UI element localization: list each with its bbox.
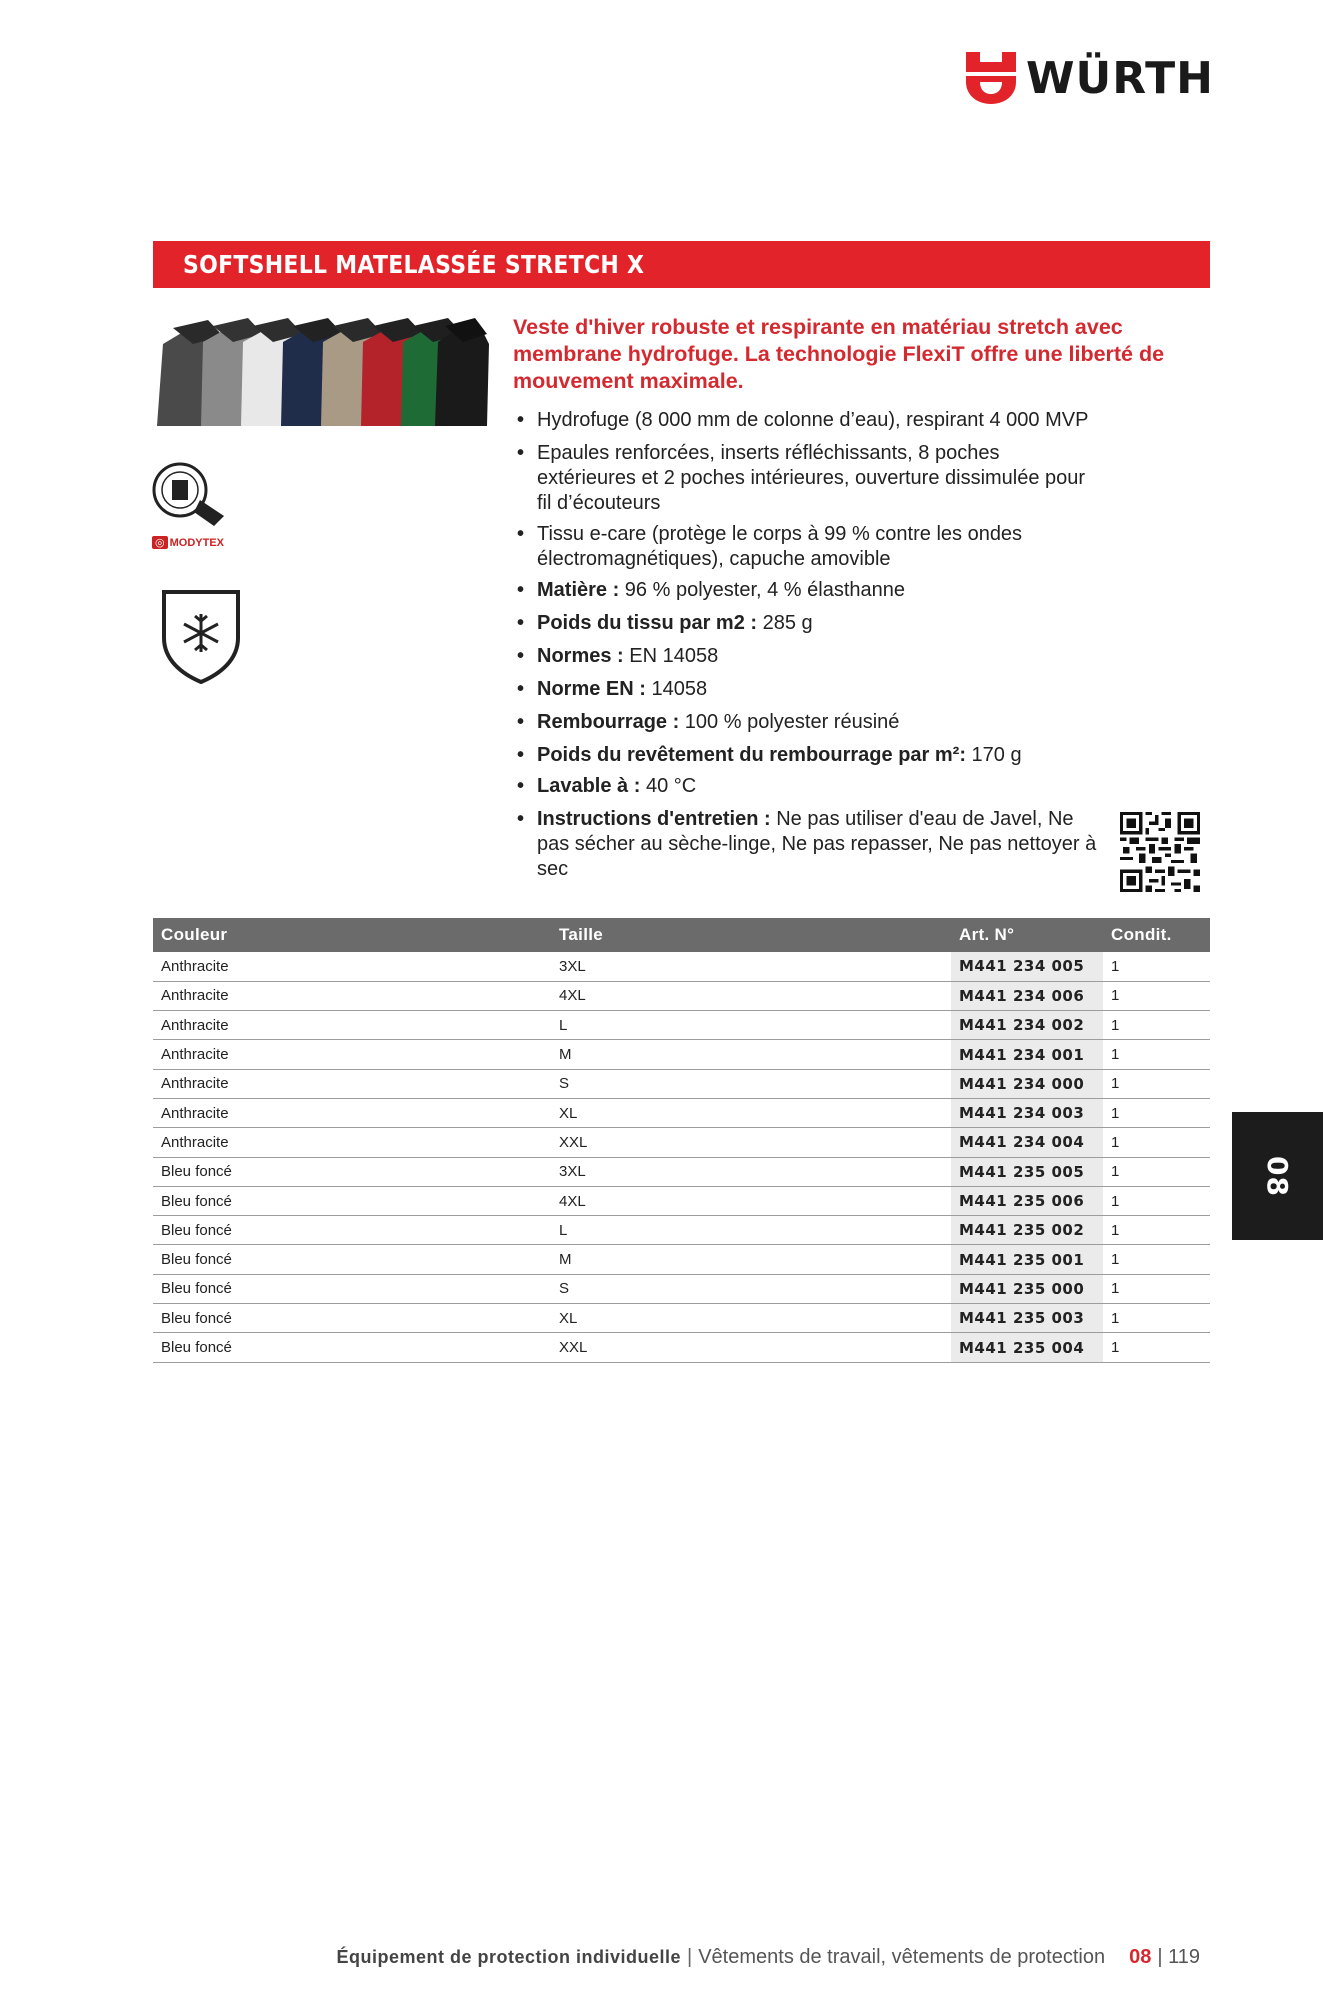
cell-condit: 1 [1103, 1098, 1210, 1127]
feature-item [517, 522, 1217, 572]
standard-certification-icon [150, 460, 230, 528]
chapter-side-tab[interactable] [1232, 1112, 1323, 1240]
cell-art-no: M441 235 005 [951, 1157, 1103, 1186]
cell-taille: S [551, 1274, 951, 1303]
table-row [153, 1098, 1210, 1127]
feature-label: Poids du revêtement du rembourrage par m²: [537, 744, 966, 766]
feature-text: Hydrofuge (8 000 mm de colonne d’eau), respirant 4 000 MVP [537, 409, 1089, 431]
header-couleur: Couleur [153, 918, 551, 952]
cell-condit: 1 [1103, 1069, 1210, 1098]
product-table [153, 918, 1210, 1363]
cell-art-no: M441 234 005 [951, 952, 1103, 981]
cell-taille: 3XL [551, 1157, 951, 1186]
feature-label: Instructions d'entretien : [537, 808, 771, 830]
table-row [153, 1128, 1210, 1157]
cell-couleur: Anthracite [153, 1011, 551, 1040]
cell-art-no: M441 234 002 [951, 1011, 1103, 1040]
feature-text: 285 g [757, 612, 813, 634]
product-title: SOFTSHELL MATELASSÉE STRETCH X [183, 250, 645, 279]
cell-art-no: M441 234 003 [951, 1098, 1103, 1127]
cell-taille: 4XL [551, 981, 951, 1010]
cell-couleur: Bleu foncé [153, 1304, 551, 1333]
feature-item [517, 710, 1217, 735]
header-art-no: Art. N° [951, 918, 1103, 952]
cell-art-no: M441 235 000 [951, 1274, 1103, 1303]
feature-label: Rembourrage : [537, 711, 680, 733]
table-row [153, 1333, 1210, 1362]
feature-text: 14058 [645, 678, 708, 700]
wurth-logo-icon [966, 52, 1016, 104]
feature-text: 40 °C [640, 775, 697, 797]
feature-item [517, 441, 1217, 516]
cell-couleur: Bleu foncé [153, 1157, 551, 1186]
cell-condit: 1 [1103, 1128, 1210, 1157]
cell-art-no: M441 234 006 [951, 981, 1103, 1010]
footer-page-number: | 119 [1157, 1946, 1200, 1968]
cell-taille: L [551, 1216, 951, 1245]
feature-list [517, 408, 1217, 890]
cell-condit: 1 [1103, 1304, 1210, 1333]
cell-couleur: Anthracite [153, 1040, 551, 1069]
cell-couleur: Bleu foncé [153, 1186, 551, 1215]
footer-separator: | [687, 1946, 693, 1968]
feature-label: Normes : [537, 645, 624, 667]
wurth-logo [966, 52, 1214, 104]
feature-item [517, 743, 1217, 768]
feature-item [517, 774, 1217, 799]
cell-art-no: M441 235 004 [951, 1333, 1103, 1362]
feature-item [517, 408, 1217, 433]
feature-text: EN 14058 [623, 645, 719, 667]
feature-text: Ne pas utiliser d'eau de Javel, Ne pas sécher au sèche-linge, Ne pas repasser, Ne pas nettoyer à sec [537, 808, 1097, 880]
cell-art-no: M441 235 003 [951, 1304, 1103, 1333]
table-row [153, 952, 1210, 981]
cell-couleur: Bleu foncé [153, 1245, 551, 1274]
feature-item [517, 578, 1217, 603]
header-taille: Taille [551, 918, 951, 952]
cell-art-no: M441 234 004 [951, 1128, 1103, 1157]
feature-item [517, 677, 1217, 702]
cell-taille: XXL [551, 1333, 951, 1362]
cell-art-no: M441 235 001 [951, 1245, 1103, 1274]
cell-art-no: M441 235 002 [951, 1216, 1103, 1245]
table-row [153, 1304, 1210, 1333]
cell-art-no: M441 234 001 [951, 1040, 1103, 1069]
cell-taille: 3XL [551, 952, 951, 981]
cell-couleur: Anthracite [153, 1098, 551, 1127]
feature-label: Norme EN : [537, 678, 646, 700]
table-row [153, 1040, 1210, 1069]
product-jackets-image [153, 314, 489, 432]
feature-label: Poids du tissu par m2 : [537, 612, 758, 634]
feature-text: 100 % polyester réusiné [679, 711, 900, 733]
cell-art-no: M441 234 000 [951, 1069, 1103, 1098]
header-condit: Condit. [1103, 918, 1210, 952]
cell-condit: 1 [1103, 952, 1210, 981]
feature-text: • Tissu e-care (protège le corps à 99 % contre les ondes électromagnétiques), capuche amovible [537, 523, 1023, 570]
page-footer [336, 1946, 1200, 1969]
cell-taille: S [551, 1069, 951, 1098]
footer-chapter: 08 [1129, 1946, 1152, 1968]
cell-condit: 1 [1103, 1011, 1210, 1040]
footer-subsection: Vêtements de travail, vêtements de protection [698, 1946, 1106, 1968]
cell-couleur: Anthracite [153, 1128, 551, 1157]
cell-couleur: Bleu foncé [153, 1333, 551, 1362]
modytex-label [152, 536, 224, 549]
cell-taille: XXL [551, 1128, 951, 1157]
table-header-row [153, 918, 1210, 952]
qr-code-icon[interactable] [1120, 812, 1200, 892]
table-row [153, 1186, 1210, 1215]
cell-condit: 1 [1103, 1157, 1210, 1186]
table-row [153, 1069, 1210, 1098]
cell-condit: 1 [1103, 1333, 1210, 1362]
cell-art-no: M441 235 006 [951, 1186, 1103, 1215]
cell-condit: 1 [1103, 1040, 1210, 1069]
footer-section: Équipement de protection individuelle [336, 1947, 682, 1967]
feature-text: 96 % polyester, 4 % élasthanne [619, 579, 905, 601]
table-row [153, 981, 1210, 1010]
table-row [153, 1157, 1210, 1186]
cell-taille: 4XL [551, 1186, 951, 1215]
cell-condit: 1 [1103, 1216, 1210, 1245]
table-row [153, 1011, 1210, 1040]
cell-couleur: Bleu foncé [153, 1274, 551, 1303]
feature-item [517, 807, 1217, 882]
chapter-number: 08 [1261, 1155, 1294, 1197]
cell-couleur: Anthracite [153, 1069, 551, 1098]
product-intro: Veste d'hiver robuste et respirante en matériau stretch avec membrane hydrofuge. La technologie FlexiT offre une liberté de mouvement maximale. [513, 315, 1165, 393]
cell-taille: XL [551, 1304, 951, 1333]
table-row [153, 1245, 1210, 1274]
feature-label: Matière : [537, 579, 620, 601]
cell-couleur: Anthracite [153, 981, 551, 1010]
cell-taille: M [551, 1040, 951, 1069]
modytex-badge-icon: ◎ [152, 536, 168, 549]
cell-condit: 1 [1103, 1186, 1210, 1215]
brand-name: WÜRTH [1026, 52, 1215, 104]
cell-couleur: Bleu foncé [153, 1216, 551, 1245]
table-row [153, 1274, 1210, 1303]
feature-label: Lavable à : [537, 775, 641, 797]
product-title-bar [153, 241, 1210, 288]
cell-taille: XL [551, 1098, 951, 1127]
feature-item [517, 611, 1217, 636]
cell-taille: L [551, 1011, 951, 1040]
feature-text: 170 g [965, 744, 1022, 766]
modytex-text: MODYTEX [169, 536, 225, 549]
cold-protection-shield-icon [160, 588, 242, 684]
cell-taille: M [551, 1245, 951, 1274]
cell-condit: 1 [1103, 1245, 1210, 1274]
cell-couleur: Anthracite [153, 952, 551, 981]
cell-condit: 1 [1103, 1274, 1210, 1303]
feature-item [517, 644, 1217, 669]
feature-text: • Epaules renforcées, inserts réfléchissants, 8 poches extérieures et 2 poches intérieures, ouverture dissimulée pour fil d’écouteurs [537, 442, 1086, 514]
cell-condit: 1 [1103, 981, 1210, 1010]
table-row [153, 1216, 1210, 1245]
